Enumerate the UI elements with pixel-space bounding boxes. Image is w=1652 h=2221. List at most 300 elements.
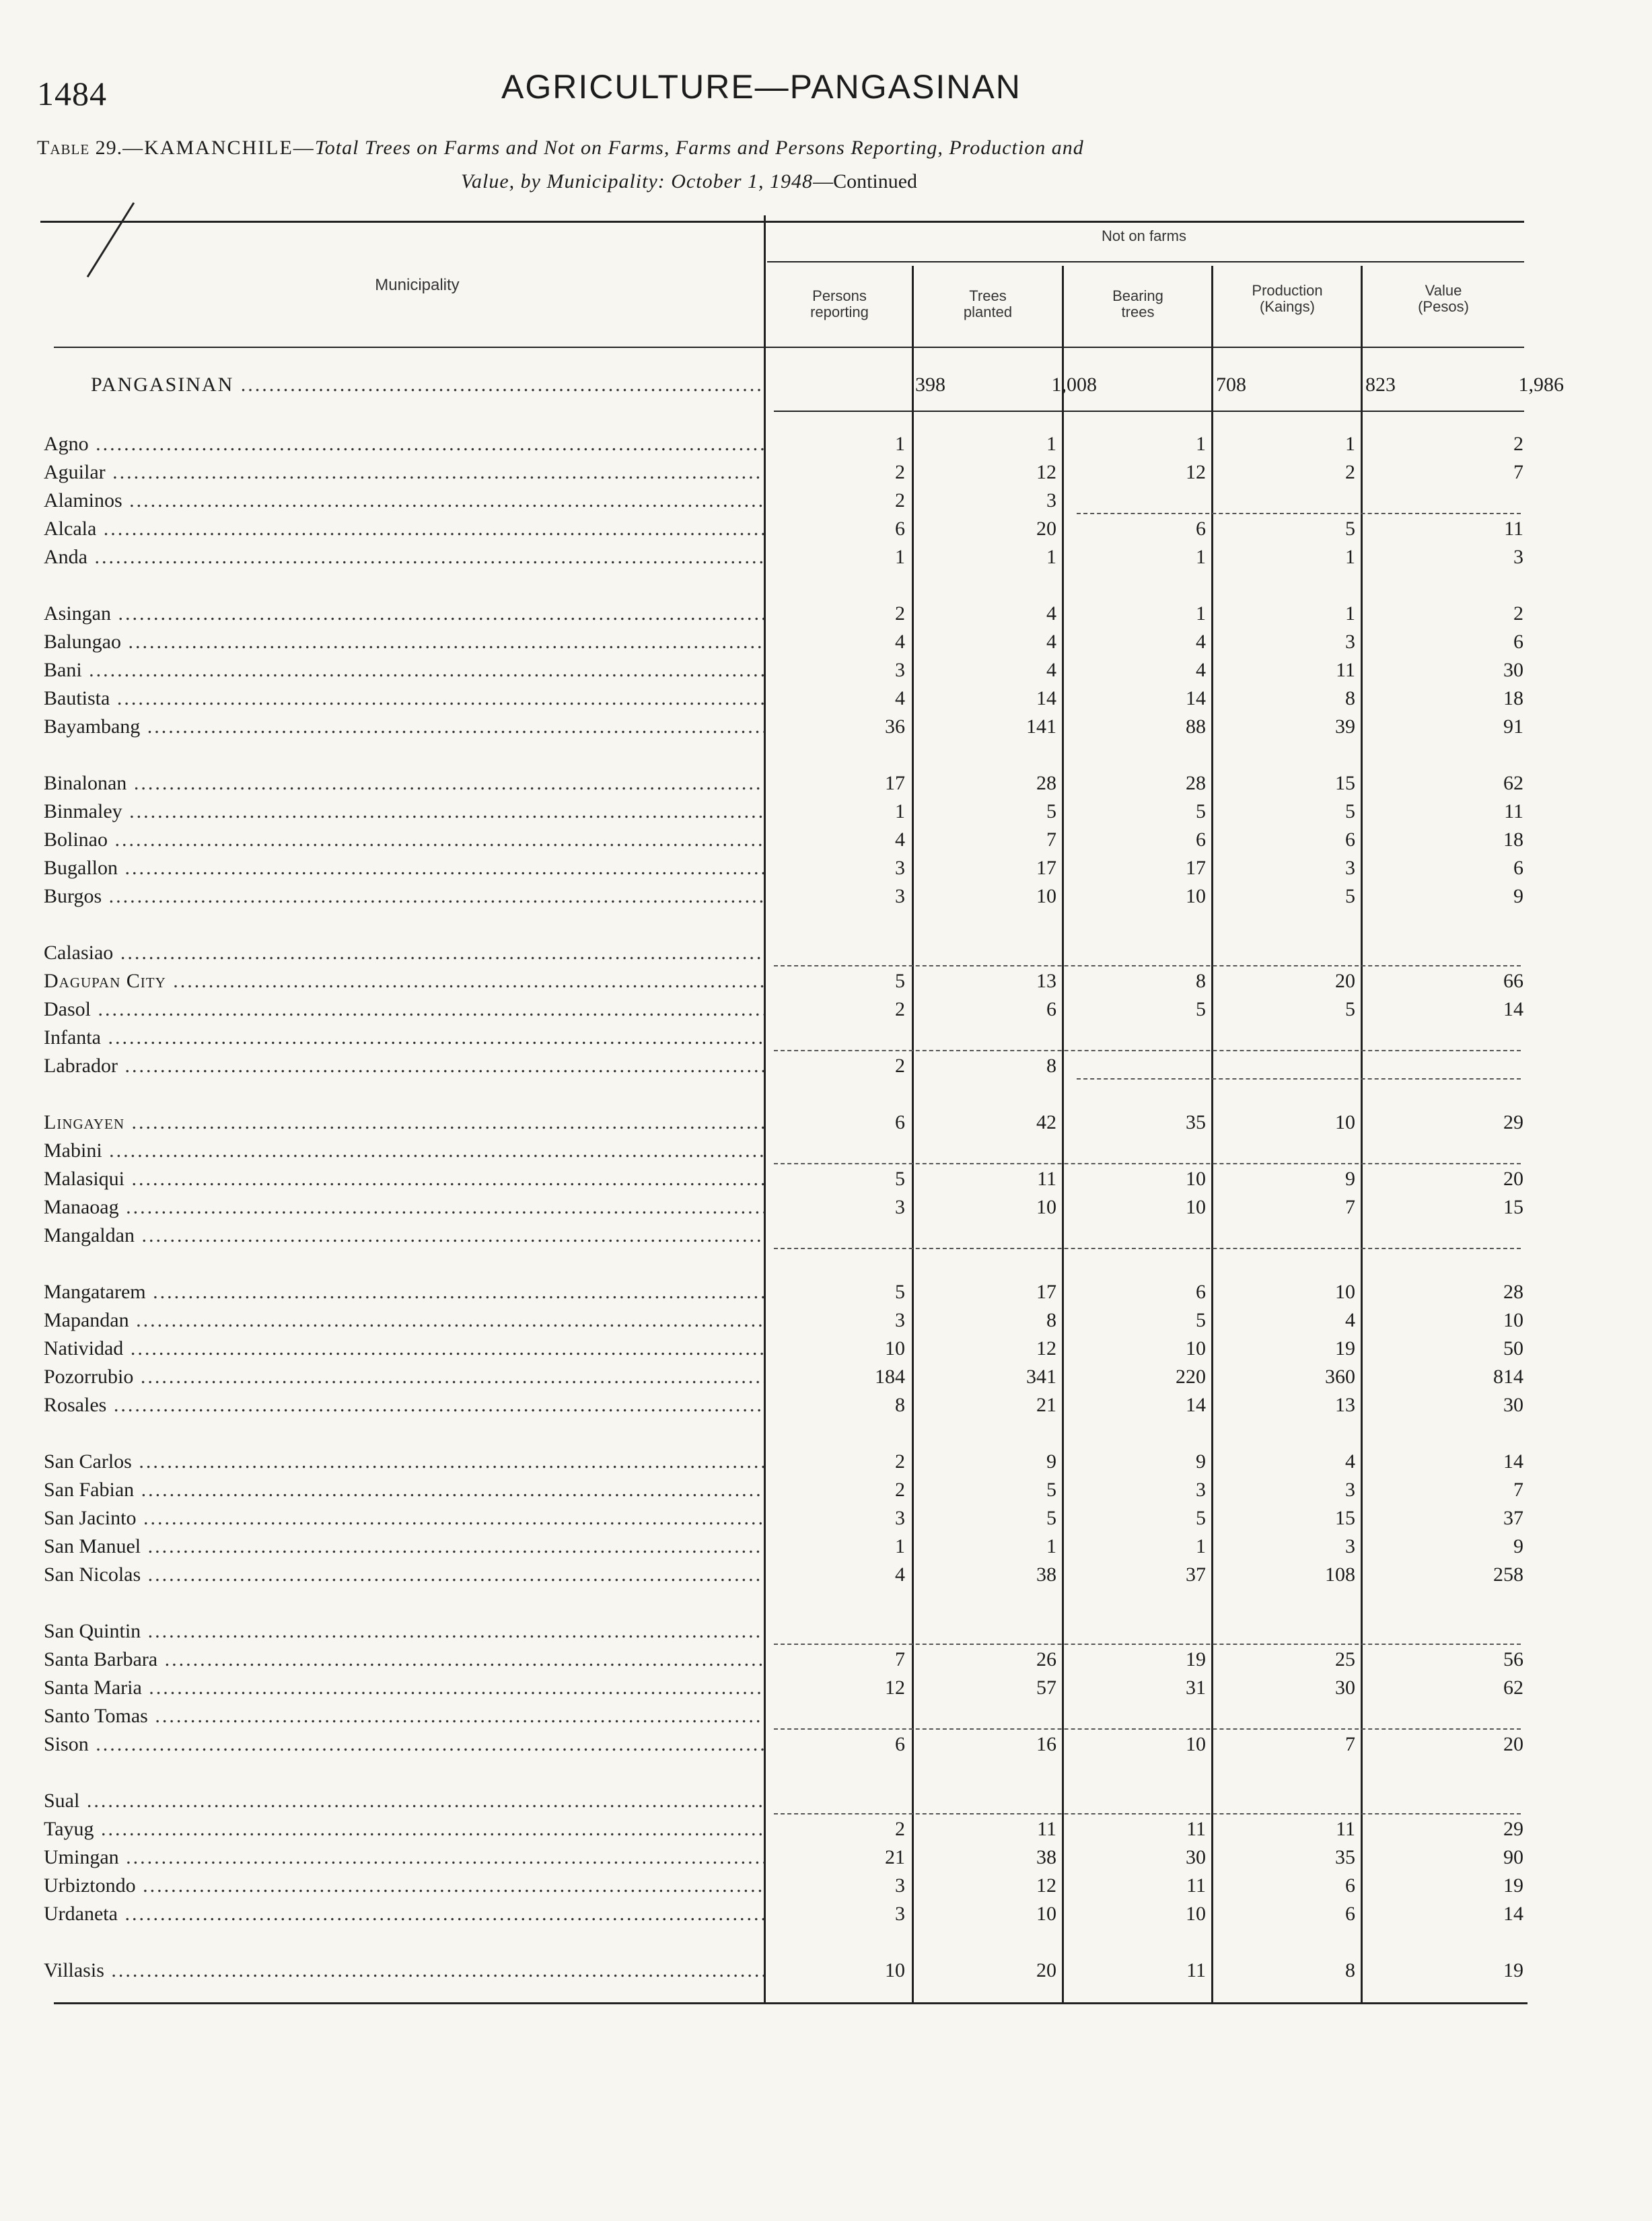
- cell-value: [733, 1703, 905, 1730]
- cell-value: 8: [1345, 1959, 1355, 1981]
- table-bottom-rule: [54, 2002, 1528, 2004]
- cell-value: 5: [1345, 998, 1355, 1020]
- page-number: 1484: [37, 75, 107, 112]
- table-subject: —KAMANCHILE—: [122, 137, 315, 159]
- cell-value: 5: [895, 1168, 905, 1190]
- cell-value: 9: [1513, 1535, 1523, 1557]
- cell-value: 8: [895, 1394, 905, 1416]
- cell-value: 6: [1345, 1874, 1355, 1897]
- cell-value: 3: [1345, 631, 1355, 653]
- municipality-name: Labrador .....: [44, 1053, 764, 1080]
- cell-value: 10: [1036, 1196, 1056, 1218]
- municipality-name: Urdaneta .....: [44, 1901, 764, 1928]
- cell-value: 3: [895, 1874, 905, 1897]
- cell-value: 1: [1196, 1535, 1206, 1557]
- column-header: [1067, 288, 1209, 320]
- cell-value: 66: [1503, 970, 1523, 992]
- cell-value: 14: [1503, 998, 1523, 1020]
- municipality-name: Bani .....: [44, 657, 764, 684]
- column-header-line: planted: [963, 304, 1013, 320]
- municipality-name: Manaoag .....: [44, 1194, 764, 1221]
- cell-value: 10: [885, 1959, 905, 1981]
- municipality-name: Aguilar .....: [44, 459, 764, 486]
- column-header: [770, 288, 908, 320]
- cell-value: 91: [1503, 715, 1523, 738]
- cell-value: 11: [1336, 659, 1355, 681]
- cell-value: 16: [1036, 1733, 1056, 1755]
- cell-value: 12: [1186, 461, 1206, 483]
- municipality-name: Mabini .....: [44, 1137, 764, 1164]
- cell-value: 19: [1503, 1959, 1523, 1981]
- cell-value: 11: [1186, 1818, 1206, 1840]
- cell-value: 30: [1335, 1677, 1355, 1699]
- column-header: [917, 288, 1059, 320]
- municipality-name: Santa Barbara .....: [44, 1646, 764, 1673]
- cell-value: [905, 1024, 1056, 1051]
- cell-value: 7: [1513, 461, 1523, 483]
- municipality-name: Binmaley .....: [44, 798, 764, 825]
- cell-value: 17: [1186, 857, 1206, 879]
- cell-value: 62: [1503, 772, 1523, 794]
- cell-value: [1056, 940, 1206, 966]
- cell-value: 11: [1504, 518, 1523, 540]
- cell-value: 14: [1503, 1903, 1523, 1925]
- cell-value: 28: [1036, 772, 1056, 794]
- cell-value: [1355, 1788, 1523, 1814]
- cell-value: 3: [1345, 1479, 1355, 1501]
- cell-value: 6: [1345, 1903, 1355, 1925]
- municipality-name: Mangatarem .....: [44, 1279, 764, 1306]
- municipality-name: Binalonan .....: [44, 770, 764, 797]
- cell-value: 5: [1196, 1507, 1206, 1529]
- municipality-name: Burgos .....: [44, 883, 764, 910]
- municipality-name: Dagupan City .....: [44, 968, 764, 995]
- cell-value: 3: [1513, 546, 1523, 568]
- cell-value: 20: [1335, 970, 1355, 992]
- stub-diagonal: [87, 202, 135, 277]
- cell-value: 5: [1046, 1507, 1056, 1529]
- municipality-name: San Quintin .....: [44, 1618, 764, 1645]
- cell-value: 20: [1036, 518, 1056, 540]
- cell-value: 37: [1503, 1507, 1523, 1529]
- cell-value: 19: [1186, 1648, 1206, 1670]
- cell-value: [733, 940, 905, 966]
- cell-value: 31: [1186, 1677, 1206, 1699]
- cell-value: 1: [895, 800, 905, 822]
- municipality-name: Santa Maria .....: [44, 1674, 764, 1701]
- cell-value: 4: [1345, 1309, 1355, 1331]
- cell-value: 11: [1186, 1959, 1206, 1981]
- cell-value: 30: [1186, 1846, 1206, 1868]
- cell-value: 13: [1036, 970, 1056, 992]
- total-value: 1,008: [1051, 374, 1097, 396]
- cell-value: 4: [895, 631, 905, 653]
- cell-value: 1: [1345, 602, 1355, 625]
- cell-value: 4: [895, 1563, 905, 1586]
- cell-value: 13: [1335, 1394, 1355, 1416]
- municipality-name: Anda .....: [44, 544, 764, 571]
- group-header-rule: [767, 261, 1524, 262]
- cell-value: 21: [885, 1846, 905, 1868]
- cell-value: 18: [1503, 829, 1523, 851]
- cell-value: 6: [1196, 518, 1206, 540]
- municipality-name: Natividad .....: [44, 1335, 764, 1362]
- cell-value: 14: [1186, 1394, 1206, 1416]
- cell-value: [1206, 1137, 1355, 1164]
- municipality-name: Bayambang .....: [44, 713, 764, 740]
- municipality-name: Bolinao .....: [44, 826, 764, 853]
- total-value: 398: [915, 374, 945, 396]
- municipality-name: Tayug .....: [44, 1816, 764, 1843]
- stub-header: Municipality: [375, 276, 460, 294]
- municipality-name: Villasis .....: [44, 1957, 764, 1984]
- cell-value: 20: [1503, 1168, 1523, 1190]
- cell-value: [733, 1024, 905, 1051]
- cell-value: 37: [1186, 1563, 1206, 1586]
- cell-value: 7: [895, 1648, 905, 1670]
- cell-value: 4: [895, 687, 905, 709]
- cell-value: 20: [1503, 1733, 1523, 1755]
- cell-value: 3: [895, 1196, 905, 1218]
- cell-value: 2: [895, 998, 905, 1020]
- cell-value: [733, 1788, 905, 1814]
- cell-value: 88: [1186, 715, 1206, 738]
- municipality-name: Dasol .....: [44, 996, 764, 1023]
- cell-value: [1206, 1053, 1355, 1080]
- cell-value: 7: [1345, 1196, 1355, 1218]
- cell-value: 5: [1345, 800, 1355, 822]
- cell-value: 6: [1196, 829, 1206, 851]
- total-value: 708: [1216, 374, 1246, 396]
- cell-value: 30: [1503, 659, 1523, 681]
- cell-value: 3: [895, 1309, 905, 1331]
- municipality-name: San Carlos .....: [44, 1448, 764, 1475]
- cell-value: 90: [1503, 1846, 1523, 1868]
- cell-value: 10: [1186, 1733, 1206, 1755]
- cell-value: 10: [1503, 1309, 1523, 1331]
- cell-value: [1355, 1618, 1523, 1645]
- cell-value: 10: [1036, 885, 1056, 907]
- cell-value: 4: [1046, 631, 1056, 653]
- cell-value: 2: [895, 602, 905, 625]
- cell-value: 2: [895, 1450, 905, 1473]
- cell-value: 9: [1196, 1450, 1206, 1473]
- cell-value: 11: [1504, 800, 1523, 822]
- municipality-name: Lingayen .....: [44, 1109, 764, 1136]
- total-rule: [774, 411, 1524, 412]
- municipality-name: San Fabian .....: [44, 1477, 764, 1504]
- cell-value: [1056, 1024, 1206, 1051]
- cell-value: 1: [895, 1535, 905, 1557]
- cell-value: 341: [1026, 1366, 1056, 1388]
- cell-value: 141: [1026, 715, 1056, 738]
- cell-value: 5: [1345, 518, 1355, 540]
- cell-value: 2: [1345, 461, 1355, 483]
- cell-value: 2: [895, 1055, 905, 1077]
- cell-value: 11: [1037, 1818, 1056, 1840]
- municipality-name: Mapandan .....: [44, 1307, 764, 1334]
- municipality-name: Mangaldan .....: [44, 1222, 764, 1249]
- column-header-line: Production: [1252, 282, 1323, 299]
- cell-value: 8: [1196, 970, 1206, 992]
- cell-value: 19: [1503, 1874, 1523, 1897]
- cell-value: 57: [1036, 1677, 1056, 1699]
- cell-value: 28: [1186, 772, 1206, 794]
- cell-value: 4: [1046, 602, 1056, 625]
- cell-value: 29: [1503, 1111, 1523, 1133]
- cell-value: 10: [1186, 885, 1206, 907]
- cell-value: 38: [1036, 1846, 1056, 1868]
- cell-value: 108: [1325, 1563, 1355, 1586]
- cell-value: 39: [1335, 715, 1355, 738]
- cell-value: 5: [1196, 1309, 1206, 1331]
- cell-value: 1: [1196, 546, 1206, 568]
- cell-value: 25: [1335, 1648, 1355, 1670]
- column-header: [1366, 283, 1521, 315]
- cell-value: 9: [1046, 1450, 1056, 1473]
- municipality-name: Calasiao .....: [44, 940, 764, 966]
- cell-value: 11: [1336, 1818, 1355, 1840]
- cell-value: 10: [1036, 1903, 1056, 1925]
- cell-value: 1: [895, 546, 905, 568]
- cell-value: 7: [1513, 1479, 1523, 1501]
- cell-value: 11: [1037, 1168, 1056, 1190]
- cell-value: [1355, 1222, 1523, 1249]
- cell-value: [1355, 1703, 1523, 1730]
- cell-value: 1: [1196, 433, 1206, 455]
- cell-value: 4: [1196, 659, 1206, 681]
- cell-value: 1: [1345, 546, 1355, 568]
- cell-value: [1056, 1053, 1206, 1080]
- cell-value: 18: [1503, 687, 1523, 709]
- cell-value: 10: [1186, 1903, 1206, 1925]
- cell-value: 62: [1503, 1677, 1523, 1699]
- cell-value: 15: [1503, 1196, 1523, 1218]
- cell-value: 6: [1345, 829, 1355, 851]
- cell-value: 11: [1186, 1874, 1206, 1897]
- cell-value: 6: [1513, 631, 1523, 653]
- cell-value: 5: [1046, 1479, 1056, 1501]
- cell-value: 220: [1176, 1366, 1206, 1388]
- cell-value: 38: [1036, 1563, 1056, 1586]
- cell-value: [1206, 487, 1355, 514]
- cell-value: 5: [895, 1281, 905, 1303]
- table-caption: [37, 131, 1524, 199]
- total-label: PANGASINAN .....: [91, 372, 764, 398]
- cell-value: 4: [1345, 1450, 1355, 1473]
- cell-value: [1056, 487, 1206, 514]
- cell-value: 3: [1345, 857, 1355, 879]
- caption-continued: —Continued: [813, 170, 918, 192]
- municipality-name: Bautista .....: [44, 685, 764, 712]
- column-header-line: Value: [1425, 282, 1462, 299]
- cell-value: [1355, 1053, 1523, 1080]
- caption-line-2: [37, 165, 1524, 199]
- cell-value: 3: [1046, 489, 1056, 512]
- cell-value: [905, 1137, 1056, 1164]
- cell-value: [733, 1137, 905, 1164]
- cell-value: [905, 940, 1056, 966]
- cell-value: 3: [895, 1507, 905, 1529]
- cell-value: 258: [1493, 1563, 1523, 1586]
- cell-value: 2: [1513, 433, 1523, 455]
- column-header: [1216, 283, 1359, 315]
- cell-value: 3: [895, 659, 905, 681]
- caption-text-2: Value, by Municipality: October 1, 1948: [461, 170, 814, 192]
- cell-value: 8: [1046, 1055, 1056, 1077]
- cell-value: 1: [895, 433, 905, 455]
- cell-value: 8: [1345, 687, 1355, 709]
- cell-value: 10: [1335, 1111, 1355, 1133]
- municipality-name: San Nicolas .....: [44, 1561, 764, 1588]
- municipality-name: Agno .....: [44, 431, 764, 458]
- cell-value: [1056, 1137, 1206, 1164]
- cell-value: 12: [1036, 1874, 1056, 1897]
- municipality-name: Rosales .....: [44, 1392, 764, 1419]
- cell-value: [1056, 1788, 1206, 1814]
- cell-value: 5: [1196, 800, 1206, 822]
- municipality-name: Santo Tomas .....: [44, 1703, 764, 1730]
- municipality-name: Urbiztondo .....: [44, 1872, 764, 1899]
- cell-value: 6: [1513, 857, 1523, 879]
- cell-value: 2: [1513, 602, 1523, 625]
- municipality-name: Umingan .....: [44, 1844, 764, 1871]
- cell-value: 360: [1325, 1366, 1355, 1388]
- municipality-name: Pozorrubio .....: [44, 1364, 764, 1390]
- cell-value: 6: [1046, 998, 1056, 1020]
- cell-value: [1206, 1024, 1355, 1051]
- cell-value: 5: [1345, 885, 1355, 907]
- cell-value: 29: [1503, 1818, 1523, 1840]
- cell-value: 9: [1513, 885, 1523, 907]
- municipality-name: Infanta .....: [44, 1024, 764, 1051]
- cell-value: 35: [1186, 1111, 1206, 1133]
- cell-value: 56: [1503, 1648, 1523, 1670]
- cell-value: 3: [1196, 1479, 1206, 1501]
- cell-value: 5: [1196, 998, 1206, 1020]
- cell-value: 36: [885, 715, 905, 738]
- cell-value: 14: [1036, 687, 1056, 709]
- total-value: 823: [1365, 374, 1396, 396]
- cell-value: 1: [1046, 1535, 1056, 1557]
- total-value: 1,986: [1518, 374, 1564, 396]
- municipality-name: Sual .....: [44, 1788, 764, 1814]
- cell-value: 6: [895, 518, 905, 540]
- column-header-line: trees: [1121, 304, 1155, 320]
- cell-value: 2: [895, 1818, 905, 1840]
- cell-value: 1: [1046, 546, 1056, 568]
- cell-value: [733, 1222, 905, 1249]
- cell-value: 10: [1335, 1281, 1355, 1303]
- cell-value: [1355, 487, 1523, 514]
- cell-value: [733, 1618, 905, 1645]
- cell-value: [905, 1788, 1056, 1814]
- cell-value: 184: [875, 1366, 905, 1388]
- cell-value: 17: [1036, 857, 1056, 879]
- cell-value: 8: [1046, 1309, 1056, 1331]
- column-header-line: Persons: [812, 287, 867, 304]
- cell-value: 6: [895, 1733, 905, 1755]
- cell-value: 2: [895, 489, 905, 512]
- cell-value: [1206, 1222, 1355, 1249]
- cell-value: 14: [1186, 687, 1206, 709]
- cell-value: 15: [1335, 1507, 1355, 1529]
- cell-value: 9: [1345, 1168, 1355, 1190]
- column-header-line: Bearing: [1112, 287, 1163, 304]
- cell-value: 3: [1345, 1535, 1355, 1557]
- cell-value: [1355, 1024, 1523, 1051]
- cell-value: [1056, 1703, 1206, 1730]
- cell-value: 2: [895, 1479, 905, 1501]
- cell-value: 10: [1186, 1337, 1206, 1360]
- municipality-name: Asingan .....: [44, 600, 764, 627]
- cell-value: 10: [1186, 1196, 1206, 1218]
- municipality-name: Alaminos .....: [44, 487, 764, 514]
- cell-value: 17: [1036, 1281, 1056, 1303]
- cell-value: 4: [895, 829, 905, 851]
- municipality-name: Bugallon .....: [44, 855, 764, 882]
- cell-value: 28: [1503, 1281, 1523, 1303]
- cell-value: [1056, 1222, 1206, 1249]
- municipality-name: Sison .....: [44, 1731, 764, 1758]
- cell-value: [905, 1618, 1056, 1645]
- cell-value: 19: [1335, 1337, 1355, 1360]
- caption-text-1: Total Trees on Farms and Not on Farms, Farms and Persons Reporting, Production and: [314, 137, 1084, 159]
- group-header: Not on farms: [1102, 227, 1186, 244]
- cell-value: 17: [885, 772, 905, 794]
- municipality-name: San Jacinto .....: [44, 1505, 764, 1532]
- municipality-name: Balungao .....: [44, 629, 764, 656]
- cell-value: [1206, 1618, 1355, 1645]
- municipality-name: Alcala .....: [44, 516, 764, 542]
- cell-value: 12: [885, 1677, 905, 1699]
- cell-value: 3: [895, 1903, 905, 1925]
- cell-value: 6: [1196, 1281, 1206, 1303]
- column-header-line: (Kaings): [1260, 298, 1315, 315]
- cell-value: 1: [1196, 602, 1206, 625]
- cell-value: 4: [1046, 659, 1056, 681]
- column-header-line: (Pesos): [1418, 298, 1469, 315]
- cell-value: [1206, 1703, 1355, 1730]
- cell-value: 30: [1503, 1394, 1523, 1416]
- running-title: AGRICULTURE—PANGASINAN: [501, 68, 1021, 106]
- table-number: Table 29.: [37, 137, 123, 159]
- municipality-name: Malasiqui .....: [44, 1166, 764, 1193]
- cell-value: [1355, 940, 1523, 966]
- cell-value: [905, 1703, 1056, 1730]
- municipality-name: San Manuel .....: [44, 1533, 764, 1560]
- column-header-line: Trees: [969, 287, 1007, 304]
- cell-value: 15: [1335, 772, 1355, 794]
- cell-value: [1056, 1618, 1206, 1645]
- cell-value: 5: [895, 970, 905, 992]
- cell-value: [1206, 940, 1355, 966]
- cell-value: 26: [1036, 1648, 1056, 1670]
- cell-value: 3: [895, 857, 905, 879]
- cell-value: 4: [1196, 631, 1206, 653]
- column-header-line: reporting: [810, 304, 869, 320]
- cell-value: 1: [1345, 433, 1355, 455]
- cell-value: 20: [1036, 1959, 1056, 1981]
- cell-value: [905, 1222, 1056, 1249]
- cell-value: 42: [1036, 1111, 1056, 1133]
- cell-value: 12: [1036, 461, 1056, 483]
- caption-line-1: [37, 131, 1524, 165]
- cell-value: 6: [895, 1111, 905, 1133]
- cell-value: 3: [895, 885, 905, 907]
- cell-value: 814: [1493, 1366, 1523, 1388]
- cell-value: 7: [1046, 829, 1056, 851]
